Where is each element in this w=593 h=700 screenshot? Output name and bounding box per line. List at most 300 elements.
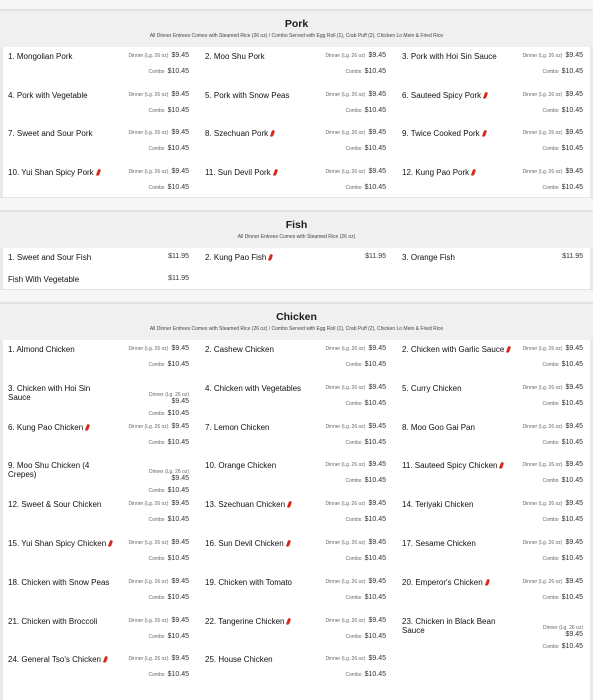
combo-label: Combo bbox=[148, 439, 165, 446]
item-name bbox=[205, 91, 289, 100]
combo-label: Combo bbox=[345, 362, 362, 368]
combo-label: Combo bbox=[345, 107, 362, 114]
menu-item-8-szechuan-pork[interactable] bbox=[200, 123, 390, 161]
combo-price-value: $10.45 bbox=[364, 555, 386, 562]
combo-price bbox=[345, 439, 386, 446]
item-name bbox=[205, 461, 276, 470]
menu-item-25-house-chicken[interactable] bbox=[200, 649, 390, 687]
item-name-text: 7. Sweet and Sour Pork bbox=[8, 129, 93, 138]
menu-item-6-kung-pao-chicken[interactable] bbox=[3, 417, 193, 455]
section-subtitle: All Dinner Entrees Comes with Steamed Rice (26 oz) bbox=[237, 234, 356, 240]
menu-item-20-emperor-s-chicken[interactable] bbox=[397, 572, 587, 610]
dinner-price bbox=[522, 384, 583, 391]
dinner-price-value: $11.95 bbox=[168, 275, 189, 282]
section-header bbox=[0, 211, 593, 248]
combo-price-value: $10.45 bbox=[167, 555, 189, 562]
menu-item-19-chicken-with-tomato[interactable] bbox=[200, 572, 390, 610]
combo-price bbox=[542, 477, 583, 484]
item-name-text: 11. Sun Devil Pork bbox=[205, 167, 271, 177]
combo-price bbox=[148, 361, 189, 368]
item-name-text: 8. Szechuan Pork bbox=[205, 129, 269, 138]
combo-price bbox=[345, 400, 386, 407]
combo-price-value: $10.45 bbox=[561, 399, 583, 407]
combo-price-value: $10.45 bbox=[561, 516, 583, 524]
dinner-price-value: $9.45 bbox=[368, 655, 386, 663]
item-name bbox=[205, 52, 265, 61]
combo-price-value: $10.45 bbox=[167, 593, 189, 601]
combo-price-value: $10.45 bbox=[167, 438, 189, 446]
combo-label: Combo bbox=[148, 488, 165, 495]
item-name bbox=[8, 91, 88, 100]
menu-item-9-moo-shu-chicken-4-crepes[interactable] bbox=[3, 455, 193, 493]
dinner-price bbox=[522, 345, 583, 352]
dinner-label: Dinner (Lg. 26 oz) bbox=[148, 391, 189, 398]
combo-price-value: $10.45 bbox=[167, 361, 189, 368]
combo-price bbox=[345, 555, 386, 562]
dinner-label: Dinner (Lg. 26 oz) bbox=[148, 469, 189, 476]
item-name bbox=[205, 345, 274, 354]
section-subtitle: All Dinner Entrees Comes with Steamed Rice (26 oz) / Combo Served with Egg Roll (1), Crab Puff (2), Chicken Lo Mein & Fried Rice bbox=[149, 33, 444, 39]
dinner-price bbox=[165, 275, 189, 282]
menu-item-13-szechuan-chicken[interactable] bbox=[200, 494, 390, 532]
item-name-text: 5. Pork with Snow Peas bbox=[205, 90, 290, 100]
item-name bbox=[402, 253, 455, 262]
item-name bbox=[205, 539, 290, 548]
item-name-text: 1. Almond Chicken bbox=[8, 345, 75, 354]
dinner-price bbox=[522, 52, 583, 59]
combo-price bbox=[148, 68, 189, 75]
item-name-text: 13. Szechuan Chicken bbox=[205, 500, 286, 510]
combo-price-value: $10.45 bbox=[167, 632, 189, 640]
menu-item-1-mongolian-pork[interactable] bbox=[3, 46, 193, 84]
dinner-label: Dinner (Lg. 26 oz) bbox=[522, 423, 563, 430]
item-name bbox=[205, 617, 290, 626]
item-name-text: 25. House Chicken bbox=[205, 655, 273, 665]
menu-item-9-twice-cooked-pork[interactable] bbox=[397, 123, 587, 161]
item-name-text: 2. Kung Pao Fish bbox=[205, 253, 267, 262]
item-name bbox=[8, 655, 107, 664]
combo-label: Combo bbox=[542, 594, 559, 601]
item-name-text: 12. Sweet & Sour Chicken bbox=[8, 500, 102, 510]
combo-label: Combo bbox=[148, 517, 165, 524]
dinner-price-value: $9.45 bbox=[565, 630, 583, 638]
menu-item-3-orange-fish[interactable] bbox=[397, 247, 587, 285]
menu-item-3-pork-with-hoi-sin-sauce[interactable] bbox=[397, 46, 587, 84]
dinner-price-value: $9.45 bbox=[368, 461, 386, 469]
item-name-text: 6. Kung Pao Chicken bbox=[8, 422, 84, 432]
combo-label: Combo bbox=[345, 594, 362, 601]
dinner-price bbox=[543, 625, 583, 638]
dinner-price-value: $9.45 bbox=[368, 90, 386, 98]
combo-price-value: $10.45 bbox=[561, 593, 583, 601]
combo-price bbox=[345, 145, 386, 152]
dinner-price bbox=[522, 539, 583, 546]
item-name bbox=[8, 461, 106, 479]
item-name-text: 17. Sesame Chicken bbox=[402, 539, 476, 548]
combo-price-value: $10.45 bbox=[364, 183, 386, 191]
combo-price-value: $10.45 bbox=[561, 145, 583, 152]
menu-item-2-moo-shu-pork[interactable] bbox=[200, 46, 390, 84]
menu-item-4-pork-with-vegetable[interactable] bbox=[3, 85, 193, 123]
combo-price bbox=[148, 671, 189, 678]
menu-item-24-general-tso-s-chicken[interactable] bbox=[3, 649, 193, 687]
combo-price bbox=[345, 361, 386, 368]
combo-price bbox=[542, 400, 583, 407]
dinner-price bbox=[325, 461, 386, 468]
combo-label: Combo bbox=[148, 184, 165, 191]
section-separator bbox=[0, 289, 593, 303]
combo-price bbox=[148, 633, 189, 640]
combo-price bbox=[542, 594, 583, 601]
dinner-label: Dinner (Lg. 26 oz) bbox=[128, 346, 169, 352]
combo-label: Combo bbox=[148, 594, 165, 601]
dinner-price bbox=[325, 423, 386, 430]
dinner-price bbox=[128, 539, 189, 546]
item-name bbox=[402, 617, 500, 635]
dinner-price-value: $9.45 bbox=[565, 461, 583, 469]
combo-price bbox=[148, 439, 189, 446]
menu-item-17-sesame-chicken[interactable] bbox=[397, 533, 587, 571]
dinner-price bbox=[559, 253, 583, 260]
item-name bbox=[402, 500, 473, 509]
combo-label: Combo bbox=[345, 478, 362, 485]
dinner-label: Dinner (Lg. 26 oz) bbox=[522, 501, 563, 508]
dinner-price bbox=[325, 168, 386, 175]
item-name-text: 12. Kung Pao Pork bbox=[402, 167, 470, 177]
menu-item-5-pork-with-snow-peas[interactable] bbox=[200, 85, 390, 123]
dinner-label: Dinner (Lg. 26 oz) bbox=[128, 423, 169, 430]
menu-item-21-chicken-with-broccoli[interactable] bbox=[3, 611, 193, 649]
combo-label: Combo bbox=[542, 478, 559, 485]
combo-price-value: $10.45 bbox=[167, 671, 189, 679]
item-name-text: 11. Sauteed Spicy Chicken bbox=[402, 461, 498, 471]
combo-price bbox=[542, 68, 583, 75]
combo-label: Combo bbox=[542, 107, 559, 114]
combo-label: Combo bbox=[542, 517, 559, 524]
chili-pepper-icon bbox=[286, 540, 291, 548]
chili-pepper-icon bbox=[108, 540, 113, 548]
item-name bbox=[402, 129, 486, 138]
dinner-label: Dinner (Lg. 26 oz) bbox=[522, 53, 563, 59]
combo-label: Combo bbox=[542, 556, 559, 562]
combo-price-value: $10.45 bbox=[167, 183, 189, 191]
combo-label: Combo bbox=[345, 633, 362, 640]
combo-label: Combo bbox=[148, 362, 165, 368]
combo-label: Combo bbox=[542, 400, 559, 407]
dinner-label: Dinner (Lg. 26 oz) bbox=[128, 168, 169, 175]
item-name bbox=[205, 129, 274, 138]
item-name-text: 9. Twice Cooked Pork bbox=[402, 129, 480, 138]
menu-item-14-teriyaki-chicken[interactable] bbox=[397, 494, 587, 532]
dinner-price bbox=[325, 91, 386, 98]
dinner-label: Dinner (Lg. 26 oz) bbox=[522, 168, 563, 175]
dinner-label: Dinner (Lg. 26 oz) bbox=[128, 130, 169, 136]
combo-label: Combo bbox=[345, 439, 362, 446]
dinner-price-value: $9.45 bbox=[171, 52, 189, 59]
dinner-price bbox=[128, 345, 189, 352]
item-name bbox=[8, 253, 91, 262]
dinner-price bbox=[149, 392, 189, 405]
dinner-price bbox=[325, 129, 386, 136]
dinner-label: Dinner (Lg. 26 oz) bbox=[325, 578, 366, 585]
menu-item-5-curry-chicken[interactable] bbox=[397, 378, 587, 416]
combo-price bbox=[148, 145, 189, 152]
combo-label: Combo bbox=[542, 146, 559, 152]
combo-label: Combo bbox=[148, 672, 165, 679]
menu-item-2-cashew-chicken[interactable] bbox=[200, 339, 390, 377]
dinner-price bbox=[128, 423, 189, 430]
menu-item-22-tangerine-chicken[interactable] bbox=[200, 611, 390, 649]
combo-price-value: $10.45 bbox=[364, 477, 386, 485]
combo-price bbox=[148, 594, 189, 601]
combo-label: Combo bbox=[542, 184, 559, 191]
item-name-text: 22. Tangerine Chicken bbox=[205, 616, 285, 626]
chili-pepper-icon bbox=[287, 501, 292, 509]
combo-label: Combo bbox=[148, 107, 165, 114]
dinner-label: Dinner (Lg. 26 oz) bbox=[542, 624, 583, 631]
dinner-label: Dinner (Lg. 26 oz) bbox=[128, 617, 169, 624]
chili-pepper-icon bbox=[286, 617, 291, 625]
dinner-price bbox=[128, 91, 189, 98]
dinner-price bbox=[128, 168, 189, 175]
item-name-text: 15. Yui Shan Spicy Chicken bbox=[8, 539, 107, 548]
item-name bbox=[205, 384, 301, 393]
dinner-price-value: $9.45 bbox=[565, 577, 583, 585]
chili-pepper-icon bbox=[499, 462, 504, 470]
combo-price-value: $10.45 bbox=[167, 68, 189, 75]
dinner-price bbox=[522, 91, 583, 98]
menu-item-2-kung-pao-fish[interactable] bbox=[200, 247, 390, 285]
section-title: Fish bbox=[285, 219, 308, 231]
item-name-text: 23. Chicken in Black Bean Sauce bbox=[402, 616, 496, 635]
dinner-price bbox=[522, 423, 583, 430]
combo-price-value: $10.45 bbox=[364, 68, 386, 75]
dinner-price-value: $9.45 bbox=[368, 539, 386, 546]
combo-price bbox=[542, 516, 583, 523]
menu-item-23-chicken-in-black-bean-sauce[interactable] bbox=[397, 611, 587, 649]
combo-price bbox=[148, 184, 189, 191]
dinner-price-value: $11.95 bbox=[562, 253, 583, 260]
dinner-price-value: $11.95 bbox=[365, 253, 386, 260]
item-name-text: 1. Sweet and Sour Fish bbox=[8, 253, 92, 262]
dinner-price bbox=[128, 578, 189, 585]
menu-item-10-orange-chicken[interactable] bbox=[200, 455, 390, 493]
combo-price-value: $10.45 bbox=[364, 361, 386, 368]
dinner-price-value: $9.45 bbox=[565, 345, 583, 352]
menu-item-3-chicken-with-hoi-sin-sauce[interactable] bbox=[3, 378, 193, 416]
section-subtitle: All Dinner Entrees Comes with Steamed Rice (26 oz) / Combo Served with Egg Roll (1), Crab Puff (2), Chicken Lo Mein & Fried Rice bbox=[149, 326, 444, 332]
section-title: Pork bbox=[284, 18, 309, 30]
combo-label: Combo bbox=[148, 410, 165, 417]
item-name bbox=[8, 423, 89, 432]
top-separator bbox=[0, 0, 593, 10]
item-name bbox=[402, 578, 489, 587]
dinner-label: Dinner (Lg. 26 oz) bbox=[522, 91, 563, 98]
chili-pepper-icon bbox=[506, 346, 511, 354]
menu-item-11-sauteed-spicy-chicken[interactable] bbox=[397, 455, 587, 493]
dinner-price-value: $9.45 bbox=[171, 475, 189, 483]
menu-item-10-yui-shan-spicy-pork[interactable] bbox=[3, 162, 193, 200]
combo-price bbox=[542, 439, 583, 446]
item-name-text: 18. Chicken with Snow Peas bbox=[8, 577, 110, 587]
item-name bbox=[8, 345, 75, 354]
combo-price bbox=[148, 107, 189, 114]
chili-pepper-icon bbox=[483, 91, 488, 99]
combo-price-value: $10.45 bbox=[561, 555, 583, 562]
item-name-text: 14. Teriyaki Chicken bbox=[402, 500, 474, 510]
dinner-price-value: $9.45 bbox=[368, 577, 386, 585]
combo-price-value: $10.45 bbox=[364, 106, 386, 114]
dinner-price-value: $9.45 bbox=[368, 129, 386, 136]
menu-item-18-chicken-with-snow-peas[interactable] bbox=[3, 572, 193, 610]
menu-item-7-lemon-chicken[interactable] bbox=[200, 417, 390, 455]
item-name bbox=[8, 129, 93, 138]
chili-pepper-icon bbox=[268, 254, 273, 262]
menu-item-12-kung-pao-pork[interactable] bbox=[397, 162, 587, 200]
menu-item-11-sun-devil-pork[interactable] bbox=[200, 162, 390, 200]
item-name bbox=[8, 275, 79, 284]
dinner-label: Dinner (Lg. 26 oz) bbox=[128, 656, 169, 663]
combo-price bbox=[542, 184, 583, 191]
combo-price bbox=[148, 516, 189, 523]
combo-label: Combo bbox=[148, 146, 165, 152]
dinner-price-value: $9.45 bbox=[565, 129, 583, 136]
combo-price-value: $10.45 bbox=[364, 145, 386, 152]
dinner-label: Dinner (Lg. 26 oz) bbox=[325, 168, 366, 175]
item-name bbox=[402, 91, 487, 100]
combo-price bbox=[345, 594, 386, 601]
dinner-price-value: $9.45 bbox=[368, 422, 386, 430]
dinner-price-value: $9.45 bbox=[565, 90, 583, 98]
dinner-label: Dinner (Lg. 26 oz) bbox=[522, 346, 563, 352]
menu-item-2-chicken-with-garlic-sauce[interactable] bbox=[397, 339, 587, 377]
chili-pepper-icon bbox=[273, 168, 278, 176]
combo-price-value: $10.45 bbox=[167, 106, 189, 114]
combo-label: Combo bbox=[345, 672, 362, 679]
item-name bbox=[8, 500, 101, 509]
dinner-price bbox=[325, 345, 386, 352]
chili-pepper-icon bbox=[270, 130, 275, 138]
section-title: Chicken bbox=[276, 311, 317, 323]
combo-price-value: $10.45 bbox=[561, 642, 583, 650]
dinner-label: Dinner (Lg. 26 oz) bbox=[325, 423, 366, 430]
item-name-text: 2. Moo Shu Pork bbox=[205, 52, 265, 61]
combo-label: Combo bbox=[345, 556, 362, 562]
item-name-text: 6. Sauteed Spicy Pork bbox=[402, 90, 482, 100]
item-name-text: 7. Lemon Chicken bbox=[205, 422, 270, 432]
dinner-price-value: $9.45 bbox=[565, 52, 583, 59]
item-name bbox=[402, 168, 475, 177]
item-name-text: 10. Yui Shan Spicy Pork bbox=[8, 167, 94, 177]
item-name-text: 5. Curry Chicken bbox=[402, 383, 462, 393]
dinner-price-value: $9.45 bbox=[171, 539, 189, 546]
dinner-label: Dinner (Lg. 26 oz) bbox=[325, 462, 366, 469]
dinner-price-value: $9.45 bbox=[171, 397, 189, 405]
combo-label: Combo bbox=[148, 556, 165, 562]
dinner-label: Dinner (Lg. 26 oz) bbox=[128, 578, 169, 585]
menu-item-7-sweet-and-sour-pork[interactable] bbox=[3, 123, 193, 161]
menu-item-6-sauteed-spicy-pork[interactable] bbox=[397, 85, 587, 123]
menu-item-8-moo-goo-gai-pan[interactable] bbox=[397, 417, 587, 455]
item-name-text: 10. Orange Chicken bbox=[205, 461, 277, 471]
menu-item-4-chicken-with-vegetables[interactable] bbox=[200, 378, 390, 416]
dinner-price-value: $9.45 bbox=[171, 129, 189, 136]
dinner-price bbox=[149, 469, 189, 482]
combo-price bbox=[345, 671, 386, 678]
combo-label: Combo bbox=[345, 69, 362, 75]
dinner-price-value: $9.45 bbox=[368, 616, 386, 624]
item-name-text: 3. Orange Fish bbox=[402, 253, 455, 262]
dinner-label: Dinner (Lg. 26 oz) bbox=[128, 540, 169, 546]
dinner-price bbox=[325, 384, 386, 391]
combo-label: Combo bbox=[148, 633, 165, 640]
dinner-label: Dinner (Lg. 26 oz) bbox=[325, 617, 366, 624]
dinner-label: Dinner (Lg. 26 oz) bbox=[128, 53, 169, 59]
item-name-text: 21. Chicken with Broccoli bbox=[8, 616, 98, 626]
item-name-text: 3. Pork with Hoi Sin Sauce bbox=[402, 52, 497, 61]
dinner-price bbox=[325, 617, 386, 624]
dinner-price-value: $9.45 bbox=[171, 345, 189, 352]
combo-price bbox=[542, 107, 583, 114]
dinner-price bbox=[128, 617, 189, 624]
dinner-price bbox=[128, 655, 189, 662]
section-separator bbox=[0, 197, 593, 211]
dinner-price bbox=[522, 168, 583, 175]
menu-item-1-almond-chicken[interactable] bbox=[3, 339, 193, 377]
combo-price-value: $10.45 bbox=[364, 632, 386, 640]
item-name-text: 20. Emperor's Chicken bbox=[402, 577, 483, 587]
menu-item-15-yui-shan-spicy-chicken[interactable] bbox=[3, 533, 193, 571]
combo-price bbox=[345, 633, 386, 640]
item-name bbox=[205, 423, 269, 432]
combo-price-value: $10.45 bbox=[561, 438, 583, 446]
combo-price-value: $10.45 bbox=[364, 399, 386, 407]
item-name-text: 2. Chicken with Garlic Sauce bbox=[402, 345, 505, 354]
combo-price bbox=[542, 555, 583, 562]
dinner-price bbox=[362, 253, 386, 260]
menu-item-16-sun-devil-chicken[interactable] bbox=[200, 533, 390, 571]
dinner-price-value: $9.45 bbox=[565, 539, 583, 546]
item-name-text: 1. Mongolian Pork bbox=[8, 52, 73, 61]
item-name-text: 19. Chicken with Tomato bbox=[205, 577, 293, 587]
dinner-label: Dinner (Lg. 26 oz) bbox=[325, 130, 366, 136]
chili-pepper-icon bbox=[471, 168, 476, 176]
dinner-price-value: $9.45 bbox=[565, 383, 583, 391]
combo-price-value: $10.45 bbox=[561, 477, 583, 485]
dinner-label: Dinner (Lg. 26 oz) bbox=[325, 384, 366, 391]
combo-label: Combo bbox=[542, 69, 559, 75]
section-header bbox=[0, 303, 593, 340]
combo-label: Combo bbox=[345, 184, 362, 191]
combo-price-value: $10.45 bbox=[167, 145, 189, 152]
combo-label: Combo bbox=[542, 643, 559, 650]
dinner-label: Dinner (Lg. 26 oz) bbox=[325, 346, 366, 352]
combo-price bbox=[345, 516, 386, 523]
item-name bbox=[8, 384, 106, 402]
item-name-text: 3. Chicken with Hoi Sin Sauce bbox=[8, 383, 91, 402]
dinner-price-value: $9.45 bbox=[368, 345, 386, 352]
menu-item-12-sweet-sour-chicken[interactable] bbox=[3, 494, 193, 532]
dinner-price bbox=[325, 52, 386, 59]
dinner-label: Dinner (Lg. 26 oz) bbox=[522, 578, 563, 585]
dinner-price-value: $9.45 bbox=[368, 167, 386, 175]
combo-price-value: $10.45 bbox=[561, 361, 583, 368]
item-name bbox=[205, 500, 291, 509]
dinner-price bbox=[128, 129, 189, 136]
dinner-price bbox=[128, 500, 189, 507]
item-name-text: 8. Moo Goo Gai Pan bbox=[402, 422, 475, 432]
chili-pepper-icon bbox=[103, 656, 108, 664]
